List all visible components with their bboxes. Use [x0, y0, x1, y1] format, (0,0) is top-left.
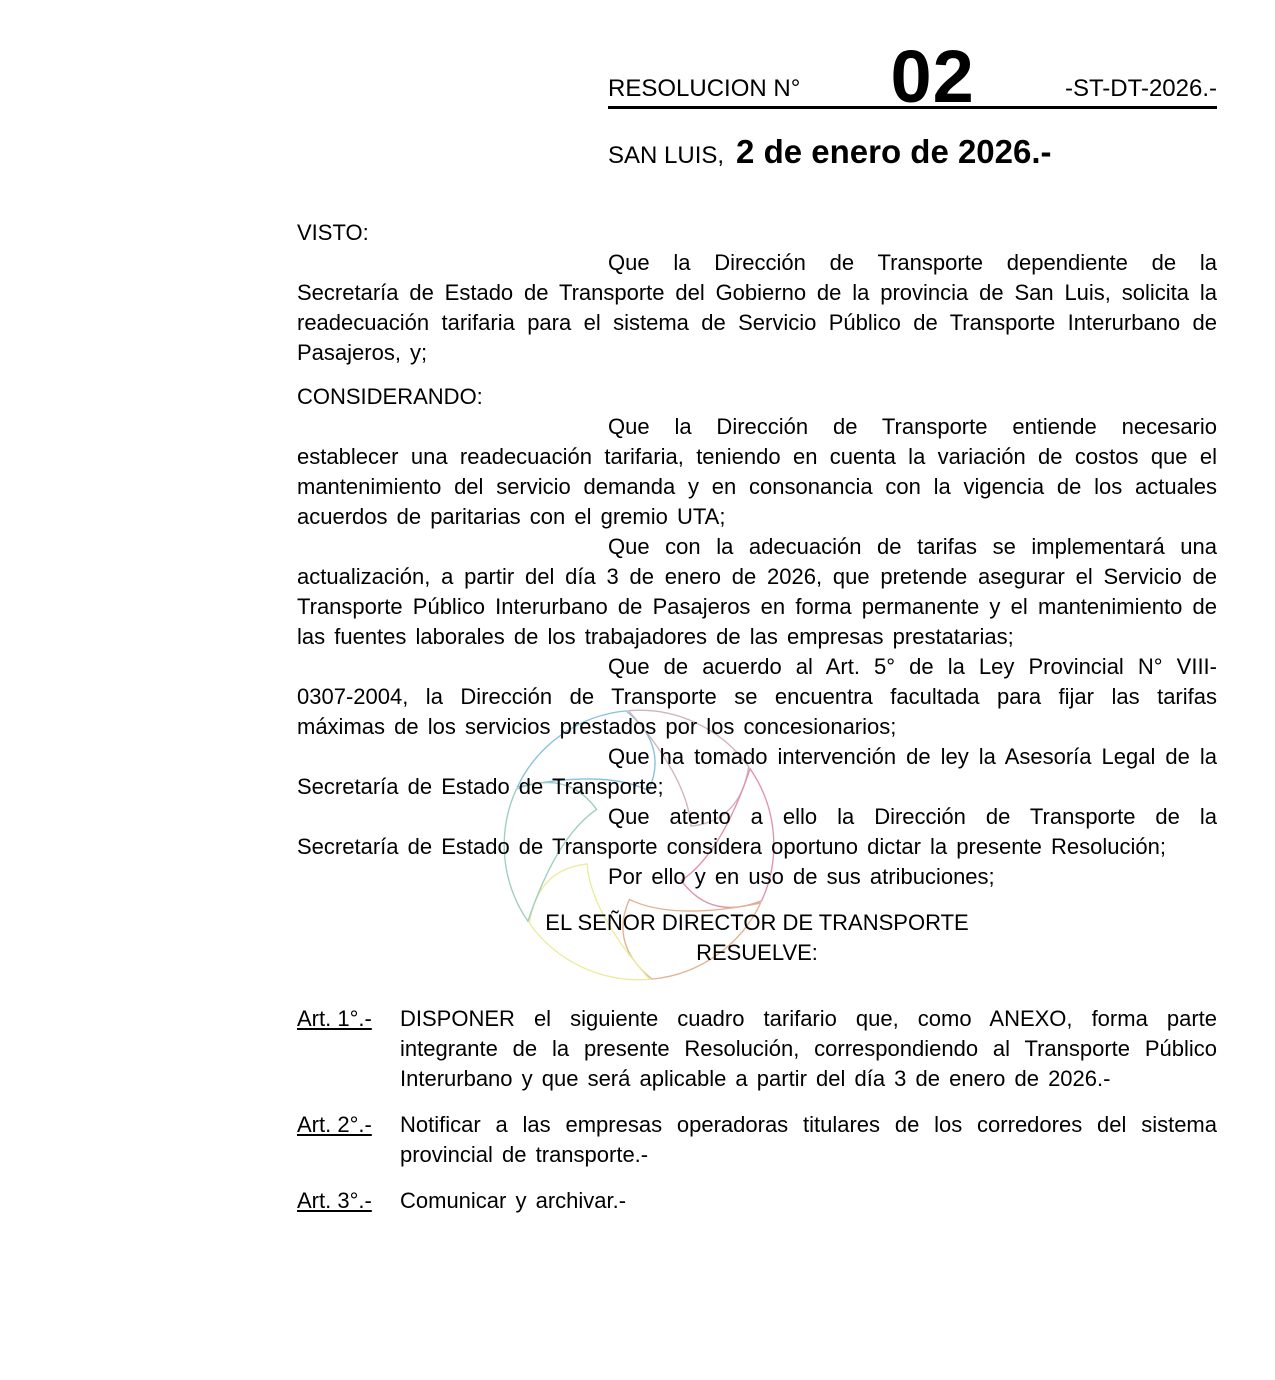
article-3-label: Art. 3°.-: [297, 1188, 372, 1213]
resolution-number: 02: [890, 34, 975, 118]
considerando-paragraph: Que ha tomado intervención de ley la Asesoría Legal de la Secretaría de Estado de Transporte;: [297, 744, 1217, 799]
resolution-suffix: -ST-DT-2026.-: [1064, 75, 1217, 102]
article-1-text: DISPONER el siguiente cuadro tarifario que, como ANEXO, forma parte integrante de la presente Resolución, correspondiendo al Transporte Público Interurbano y que será aplicable a partir del día 3 de enero de 2026.-: [400, 1006, 1217, 1091]
article-1: [297, 1004, 1217, 1094]
place-date-line: [608, 133, 1217, 171]
article-1-label: Art. 1°.-: [297, 1006, 372, 1031]
considerando-paragraph: Que la Dirección de Transporte entiende necesario establecer una readecuación tarifaria, teniendo en cuenta la variación de costos que el mantenimiento del servicio demanda y en consonancia con la vigencia de los actuales acuerdos de paritarias con el gremio UTA;: [297, 414, 1217, 529]
resolution-label: RESOLUCION N°: [608, 75, 801, 102]
considerando-closing: Por ello y en uso de sus atribuciones;: [608, 864, 995, 889]
considerando-heading: CONSIDERANDO:: [297, 384, 483, 409]
article-2: [297, 1110, 1217, 1170]
resuelve-verb: RESUELVE:: [696, 940, 818, 965]
date-value: 2 de enero de 2026.-: [736, 133, 1052, 170]
resolution-header: [608, 34, 1217, 118]
considerando-paragraph: Que atento a ello la Dirección de Transporte de la Secretaría de Estado de Transporte considera oportuno dictar la presente Resolución;: [297, 804, 1217, 859]
considerando-paragraph: Que con la adecuación de tarifas se implementará una actualización, a partir del día 3 de enero de 2026, que pretende asegurar el Servicio de Transporte Público Interurbano de Pasajeros en forma permanente y el mantenimiento de las fuentes laborales de los trabajadores de las empresas prestatarias;: [297, 534, 1217, 649]
article-2-label: Art. 2°.-: [297, 1112, 372, 1137]
article-3-text: Comunicar y archivar.-: [400, 1188, 627, 1213]
document-content: [297, 0, 1217, 1216]
resuelve-authority: EL SEÑOR DIRECTOR DE TRANSPORTE: [545, 910, 969, 935]
considerando-paragraph: Que de acuerdo al Art. 5° de la Ley Provincial N° VIII-0307-2004, la Dirección de Transporte se encuentra facultada para fijar las tarifas máximas de los servicios prestados por los concesionarios;: [297, 654, 1217, 739]
visto-paragraph: Que la Dirección de Transporte dependiente de la Secretaría de Estado de Transporte del Gobierno de la provincia de San Luis, solicita la readecuación tarifaria para el sistema de Servicio Público de Transporte Interurbano de Pasajeros, y;: [297, 250, 1217, 365]
visto-heading: VISTO:: [297, 220, 369, 245]
place-label: SAN LUIS,: [608, 142, 725, 169]
article-2-text: Notificar a las empresas operadoras titulares de los corredores del sistema provincial de transporte.-: [400, 1112, 1217, 1167]
article-3: [297, 1186, 1217, 1216]
resuelve-block: [297, 908, 1217, 968]
